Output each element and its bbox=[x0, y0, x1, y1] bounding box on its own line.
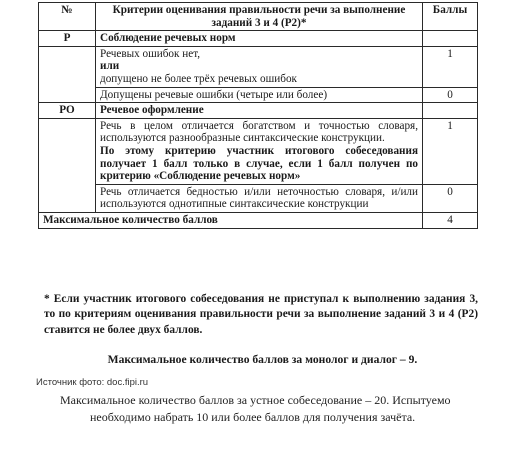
header-criteria: Критерии оценивания правильности речи за выполнение заданий 3 и 4 (Р2)* bbox=[96, 3, 423, 31]
section-r-row-1-line-3: допущено не более трёх речевых ошибок bbox=[100, 72, 297, 85]
section-ro-row-1-score: 1 bbox=[423, 118, 478, 184]
max-score-label: Максимальное количество баллов bbox=[39, 212, 423, 228]
section-r-row-1-line-1: Речевых ошибок нет, bbox=[100, 47, 201, 60]
section-r-row-2-code bbox=[39, 87, 96, 103]
section-r-code: Р bbox=[39, 31, 96, 47]
section-ro-row-2-text: Речь отличается бедностью и/или неточностью словаря, и/или используются однотипные синтаксические конструкции bbox=[96, 184, 423, 212]
section-ro-title-score bbox=[423, 103, 478, 119]
section-ro-row-1-code bbox=[39, 118, 96, 184]
table-header-row bbox=[39, 3, 478, 31]
section-ro-row-1-plain: Речь в целом отличается богатством и точностью словаря, используются разнообразные синтаксические конструкции. bbox=[100, 119, 418, 145]
section-r-row-2 bbox=[39, 87, 478, 103]
section-ro-code: РО bbox=[39, 103, 96, 119]
footnote: * Если участник итогового собеседования не приступал к выполнению задания 3, то по критериям оценивания правильности речи за выполнение заданий 3 и 4 (Р2) ставится не более двух баллов. bbox=[44, 293, 478, 336]
section-ro-row-2 bbox=[39, 184, 478, 212]
section-r-row-1-code bbox=[39, 46, 96, 87]
section-r-row-2-score: 0 bbox=[423, 87, 478, 103]
section-r-row-1-score: 1 bbox=[423, 46, 478, 87]
section-r-row-1-line-2: или bbox=[100, 60, 120, 73]
max-score-value: 4 bbox=[423, 212, 478, 228]
section-r-title-row bbox=[39, 31, 478, 47]
summary-note-line-2: необходимо набрать 10 или более баллов для получения зачёта. bbox=[90, 409, 416, 424]
max-monolog-dialog: Максимальное количество баллов за монолог и диалог – 9. bbox=[107, 353, 418, 366]
photo-source: Источник фото: doc.fipi.ru bbox=[36, 377, 149, 388]
max-score-row bbox=[39, 212, 478, 228]
summary-note-line-1: Максимальное количество баллов за устное собеседование – 20. Испытуемо bbox=[60, 393, 451, 407]
section-ro-row-1 bbox=[39, 118, 478, 184]
section-ro-title: Речевое оформление bbox=[96, 103, 423, 119]
header-number: № bbox=[39, 3, 96, 31]
section-r-row-1 bbox=[39, 46, 478, 87]
section-r-title: Соблюдение речевых норм bbox=[96, 31, 423, 47]
section-ro-row-2-score: 0 bbox=[423, 184, 478, 212]
section-ro-row-2-code bbox=[39, 184, 96, 212]
section-ro-row-1-bold: По этому критерию участник итогового собеседования получает 1 балл только в случае, если 1 балл получен по критерию «Соблюдение речевых норм» bbox=[100, 144, 418, 183]
section-r-title-score bbox=[423, 31, 478, 47]
section-ro-title-row bbox=[39, 103, 478, 119]
section-r-row-2-text: Допущены речевые ошибки (четыре или более) bbox=[96, 87, 423, 103]
section-ro-row-1-text bbox=[96, 118, 423, 184]
header-score: Баллы bbox=[423, 3, 478, 31]
criteria-table bbox=[38, 2, 478, 229]
summary-note bbox=[60, 392, 525, 425]
section-r-row-1-text bbox=[96, 46, 423, 87]
